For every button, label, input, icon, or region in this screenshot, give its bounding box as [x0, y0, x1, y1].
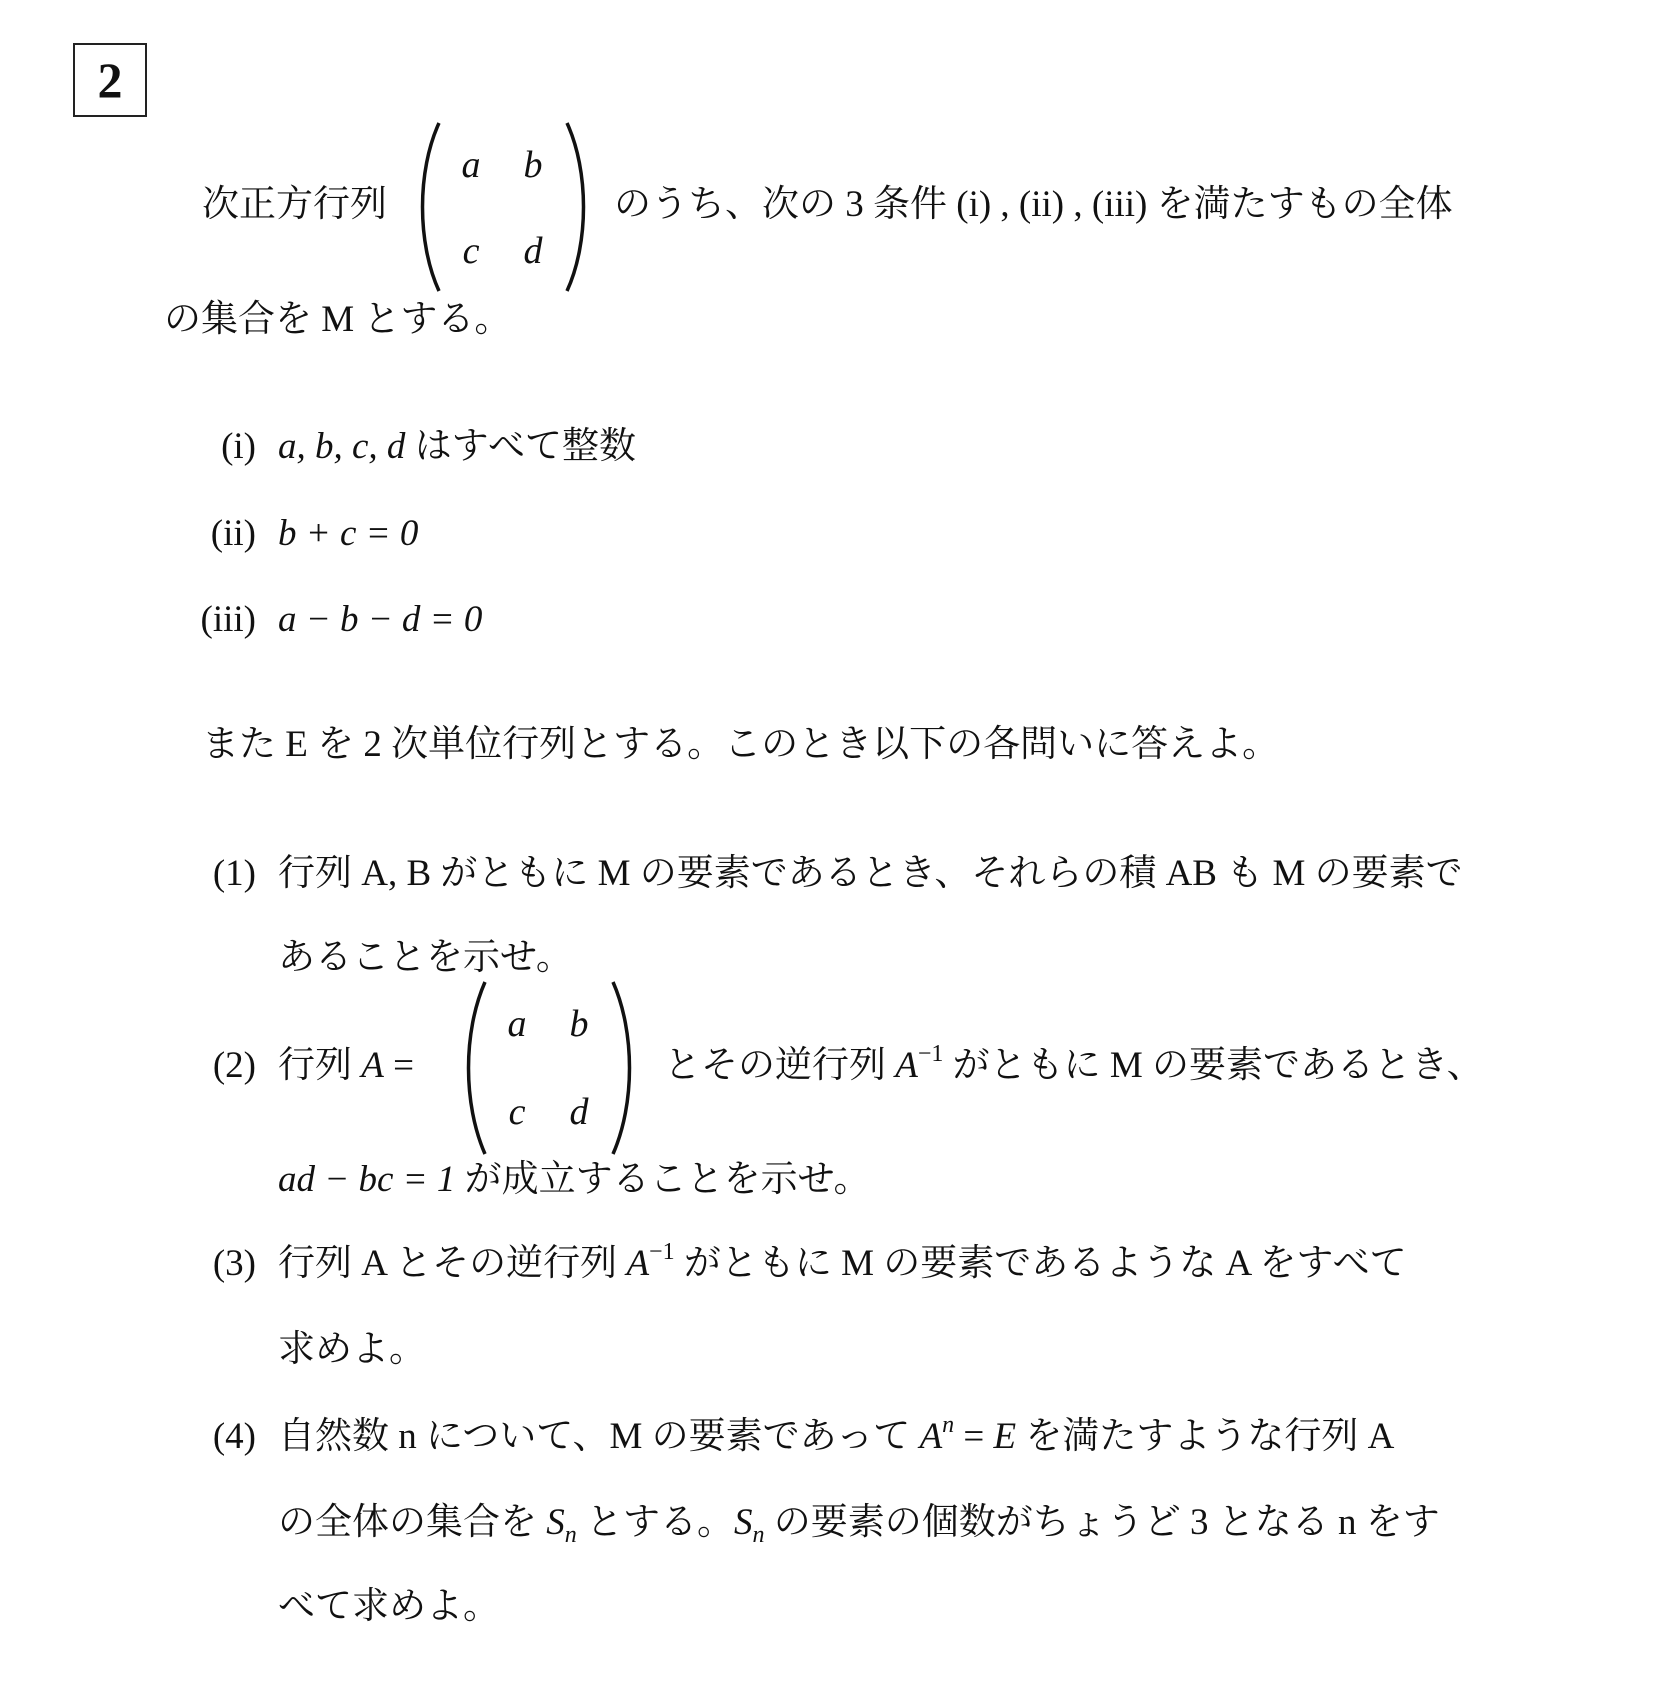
question-text-suffix: がともに M の要素であるような A をすべて	[683, 1243, 1407, 1284]
intro-matrix	[415, 121, 591, 293]
question-text-prefix: 行列	[278, 1045, 352, 1086]
power-base: A	[919, 1416, 943, 1457]
set-subscript: n	[564, 1522, 577, 1548]
inverse-matrix-base: A	[895, 1045, 918, 1086]
question-text-line3: べて求めよ。	[278, 1586, 500, 1627]
condition-label: (ii)	[210, 513, 256, 554]
question-2-matrix	[461, 980, 637, 1156]
condition-label: (iii)	[200, 599, 256, 640]
matrix-cell-b: b	[523, 144, 543, 186]
condition-text: はすべて整数	[405, 426, 636, 467]
problem-number-box	[73, 43, 147, 117]
premise-text: また E を 2 次単位行列とする。このとき以下の各問いに答えよ。	[202, 724, 1280, 765]
identity-matrix: E	[993, 1416, 1017, 1457]
question-text-prefix: 行列 A とその逆行列	[278, 1243, 618, 1284]
question-label: (3)	[212, 1243, 256, 1284]
question-text-line2: あることを示せ。	[278, 937, 573, 978]
condition-label: (i)	[221, 426, 256, 467]
power-exponent: n	[942, 1412, 955, 1438]
equals-sign: =	[393, 1045, 414, 1086]
set-base: S	[734, 1502, 753, 1543]
matrix-parentheses-icon	[461, 980, 637, 1156]
inverse-matrix-base: A	[626, 1243, 650, 1284]
condition-math: a − b − d = 0	[278, 599, 483, 640]
question-text-line2-suffix: の要素の個数がちょうど 3 となる n をす	[773, 1502, 1440, 1543]
problem-number: 2	[97, 52, 123, 108]
determinant-equation: ad − bc = 1	[278, 1159, 456, 1200]
equals-sign: =	[954, 1416, 994, 1457]
question-text-suffix: がともに M の要素であるとき、	[952, 1045, 1484, 1086]
question-label: (1)	[212, 853, 256, 894]
question-text-mid: とその逆行列	[664, 1045, 886, 1086]
matrix-cell-c: c	[508, 1091, 526, 1133]
question-text-line2-mid: とする。	[586, 1502, 734, 1543]
question-text-line2: 求めよ。	[278, 1329, 426, 1370]
question-text-line2: が成立することを示せ。	[455, 1159, 871, 1200]
question-label: (4)	[212, 1416, 256, 1457]
matrix-parentheses-icon	[415, 121, 591, 293]
question-text-suffix: を満たすような行列 A	[1025, 1416, 1395, 1457]
inverse-exponent: −1	[649, 1239, 675, 1265]
matrix-cell-a: a	[461, 144, 481, 186]
condition-math: b + c = 0	[278, 513, 419, 554]
intro-prefix: 次正方行列	[202, 184, 387, 225]
inverse-exponent: −1	[917, 1041, 944, 1067]
intro-line2: の集合を M とする。	[164, 299, 512, 340]
question-text-prefix: 自然数 n について、M の要素であって	[278, 1416, 911, 1457]
matrix-variable: A	[361, 1045, 384, 1086]
matrix-cell-d: d	[569, 1091, 589, 1133]
matrix-cell-c: c	[462, 230, 480, 272]
set-subscript: n	[752, 1522, 765, 1548]
set-base: S	[546, 1502, 565, 1543]
matrix-cell-d: d	[523, 230, 543, 272]
condition-math: a, b, c, d	[278, 426, 406, 467]
matrix-cell-b: b	[569, 1003, 589, 1045]
question-label: (2)	[212, 1045, 256, 1086]
question-text-line1: 行列 A, B がともに M の要素であるとき、それらの積 AB も M の要素で	[278, 853, 1463, 894]
intro-suffix: のうち、次の 3 条件 (i) , (ii) , (iii) を満たすもの全体	[614, 184, 1453, 225]
matrix-cell-a: a	[507, 1003, 527, 1045]
question-text-line2-prefix: の全体の集合を	[278, 1502, 537, 1543]
